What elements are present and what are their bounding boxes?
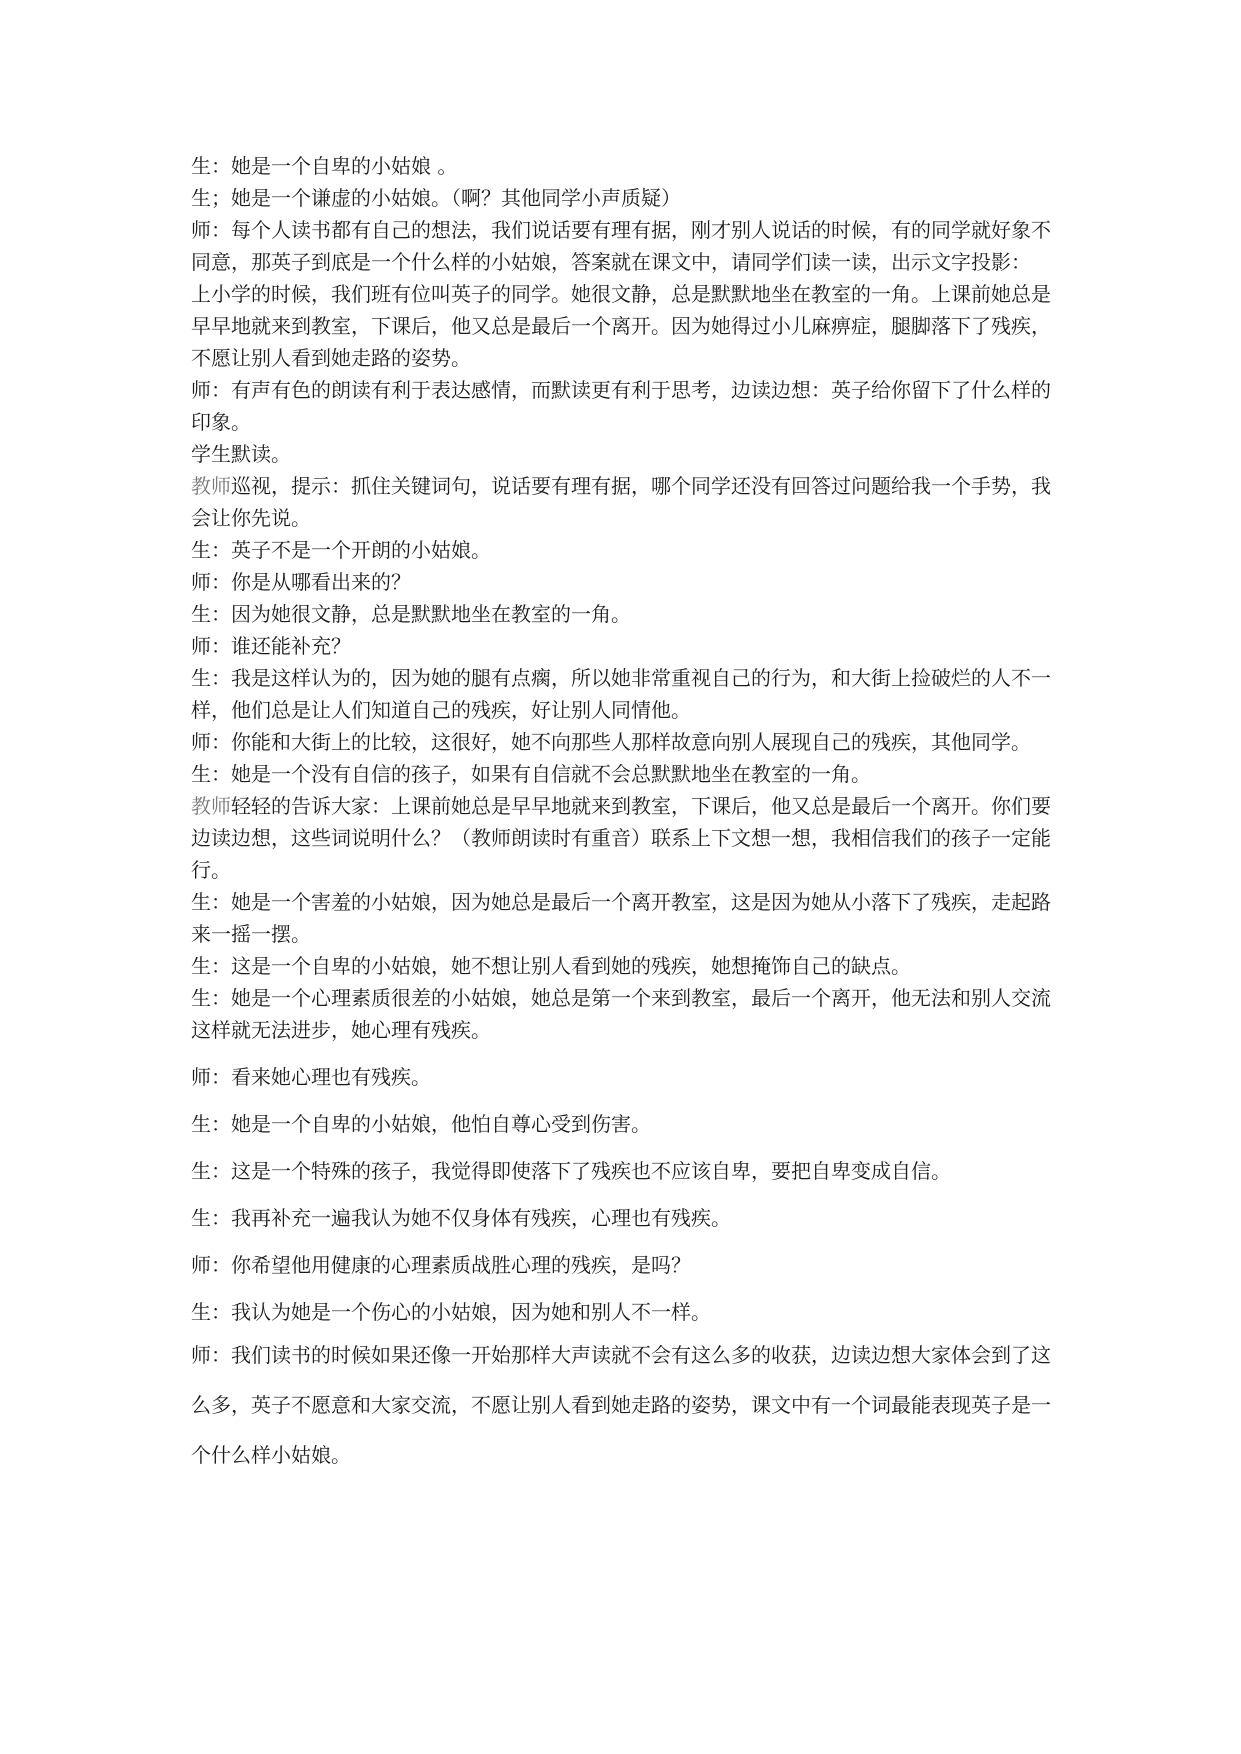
paragraph-text: 轻轻的告诉大家：上课前她总是早早地就来到教室，下课后，他又总是最后一个离开。你们要边读边想，这些词说明什么？（教师朗读时有重音）联系上下文想一想，我相信我们的孩子一定能行。 [191, 794, 1051, 882]
paragraph-text: 因为她很文静，总是默默地坐在教室的一角。 [231, 602, 631, 626]
paragraph-text: 我再补充一遍我认为她不仅身体有残疾，心理也有残疾。 [231, 1206, 731, 1230]
speaker-label: 生： [191, 1159, 231, 1183]
document-body [191, 150, 1051, 1480]
paragraph-text: 上小学的时候，我们班有位叫英子的同学。她很文静，总是默默地坐在教室的一角。上课前她总是早早地就来到教室，下课后，他又总是最后一个离开。因为她得过小儿麻痹症，腿脚落下了残疾，不愿让别人看到她走路的姿势。 [191, 282, 1051, 370]
paragraph-text: 我们读书的时候如果还像一开始那样大声读就不会有这么多的收获，边读边想大家体会到了这么多，英子不愿意和大家交流，不愿让别人看到她走路的姿势，课文中有一个词最能表现英子是一个什么样小姑娘。 [191, 1343, 1051, 1467]
speaker-label: 教师 [191, 474, 231, 498]
speaker-label: 生： [191, 1112, 231, 1136]
paragraph-text: 她是一个没有自信的孩子，如果有自信就不会总默默地坐在教室的一角。 [231, 762, 871, 786]
paragraph-text: 这是一个自卑的小姑娘，她不想让别人看到她的残疾，她想掩饰自己的缺点。 [231, 954, 911, 978]
paragraph-19 [191, 1061, 1051, 1093]
paragraph-13 [191, 726, 1051, 758]
speaker-label: 生： [191, 986, 231, 1010]
paragraph-text: 我认为她是一个伤心的小姑娘，因为她和别人不一样。 [231, 1300, 711, 1324]
paragraph-text: 这是一个特殊的孩子，我觉得即使落下了残疾也不应该自卑，要把自卑变成自信。 [231, 1159, 951, 1183]
paragraph-text: 巡视，提示：抓住关键词句，说话要有理有据，哪个同学还没有回答过问题给我一个手势，我会让你先说。 [191, 474, 1051, 530]
paragraph-25 [191, 1330, 1051, 1480]
paragraph-2 [191, 182, 1051, 214]
speaker-label: 生： [191, 954, 231, 978]
paragraph-16 [191, 886, 1051, 950]
speaker-label: 师： [191, 1253, 231, 1277]
paragraph-5 [191, 374, 1051, 438]
paragraph-23 [191, 1249, 1051, 1281]
speaker-label: 生： [191, 666, 231, 690]
paragraph-text: 学生默读。 [191, 442, 291, 466]
speaker-label: 生： [191, 538, 231, 562]
speaker-label: 师： [191, 1065, 231, 1089]
paragraph-8 [191, 534, 1051, 566]
speaker-label: 师： [191, 218, 231, 242]
paragraph-text: 我是这样认为的，因为她的腿有点瘸，所以她非常重视自己的行为，和大街上捡破烂的人不一样，他们总是让人们知道自己的残疾，好让别人同情他。 [191, 666, 1051, 722]
paragraph-text: 她是一个谦虚的小姑娘。（啊？其他同学小声质疑） [231, 186, 681, 210]
paragraph-text: 她是一个害羞的小姑娘，因为她总是最后一个离开教室，这是因为她从小落下了残疾，走起路来一摇一摆。 [191, 890, 1051, 946]
speaker-label: 师： [191, 570, 231, 594]
paragraph-text: 她是一个自卑的小姑娘 。 [231, 154, 458, 178]
paragraph-11 [191, 630, 1051, 662]
speaker-label: 教师 [191, 794, 231, 818]
speaker-label: 师： [191, 378, 231, 402]
paragraph-9 [191, 566, 1051, 598]
paragraph-text: 你希望他用健康的心理素质战胜心理的残疾，是吗？ [231, 1253, 691, 1277]
paragraph-18 [191, 982, 1051, 1046]
speaker-label: 生： [191, 1206, 231, 1230]
paragraph-6 [191, 438, 1051, 470]
speaker-label: 生： [191, 890, 231, 914]
paragraph-text: 你能和大街上的比较，这很好，她不向那些人那样故意向别人展现自己的残疾，其他同学。 [231, 730, 1031, 754]
speaker-label: 师： [191, 1343, 231, 1367]
paragraph-text: 她是一个心理素质很差的小姑娘，她总是第一个来到教室，最后一个离开，他无法和别人交流这样就无法进步，她心理有残疾。 [191, 986, 1051, 1042]
paragraph-17 [191, 950, 1051, 982]
paragraph-text: 英子不是一个开朗的小姑娘。 [231, 538, 491, 562]
paragraph-24 [191, 1296, 1051, 1328]
paragraph-text: 每个人读书都有自己的想法，我们说话要有理有据，刚才别人说话的时候，有的同学就好象不同意，那英子到底是一个什么样的小姑娘，答案就在课文中，请同学们读一读，出示文字投影： [191, 218, 1051, 274]
paragraph-text: 她是一个自卑的小姑娘，他怕自尊心受到伤害。 [231, 1112, 651, 1136]
speaker-label: 师： [191, 634, 231, 658]
paragraph-7 [191, 470, 1051, 534]
speaker-label: 生： [191, 762, 231, 786]
paragraph-text: 看来她心理也有残疾。 [231, 1065, 431, 1089]
paragraph-1 [191, 150, 1051, 182]
paragraph-4 [191, 278, 1051, 374]
paragraph-22 [191, 1202, 1051, 1234]
paragraph-text: 你是从哪看出来的？ [231, 570, 411, 594]
paragraph-3 [191, 214, 1051, 278]
paragraph-text: 有声有色的朗读有利于表达感情，而默读更有利于思考，边读边想：英子给你留下了什么样的印象。 [191, 378, 1051, 434]
speaker-label: 生： [191, 1300, 231, 1324]
speaker-label: 生： [191, 154, 231, 178]
paragraph-15 [191, 790, 1051, 886]
speaker-label: 生； [191, 186, 231, 210]
speaker-label: 生： [191, 602, 231, 626]
speaker-label: 师： [191, 730, 231, 754]
paragraph-text: 谁还能补充？ [231, 634, 351, 658]
paragraph-12 [191, 662, 1051, 726]
paragraph-21 [191, 1155, 1051, 1187]
paragraph-14 [191, 758, 1051, 790]
paragraph-10 [191, 598, 1051, 630]
paragraph-20 [191, 1108, 1051, 1140]
